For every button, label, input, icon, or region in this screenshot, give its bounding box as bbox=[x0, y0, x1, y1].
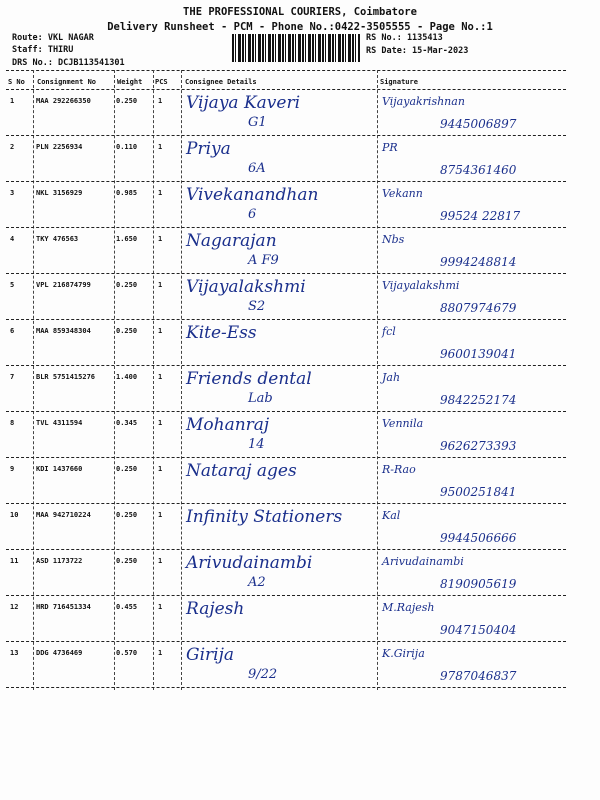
row-consignee-detail: G1 bbox=[248, 115, 267, 130]
row-divider bbox=[6, 181, 566, 182]
row-consignee-detail: S2 bbox=[248, 299, 266, 314]
row-consignee-name: Priya bbox=[186, 139, 231, 159]
row-pcs: 1 bbox=[158, 281, 163, 289]
col-header-consignee: Consignee Details bbox=[185, 78, 257, 86]
row-sno: 5 bbox=[10, 281, 15, 289]
row-divider bbox=[6, 595, 566, 596]
header-divider bbox=[6, 89, 566, 90]
row-pcs: 1 bbox=[158, 557, 163, 565]
row-sno: 8 bbox=[10, 419, 15, 427]
row-pcs: 1 bbox=[158, 511, 163, 519]
row-consignee-name: Rajesh bbox=[186, 599, 245, 619]
drs-number: DRS No.: DCJB113541301 bbox=[12, 58, 125, 68]
row-signature: Kal bbox=[382, 509, 401, 522]
row-signature: fcl bbox=[382, 325, 396, 338]
row-weight: 0.345 bbox=[116, 419, 138, 427]
row-pcs: 1 bbox=[158, 419, 163, 427]
row-divider bbox=[6, 135, 566, 136]
row-pcs: 1 bbox=[158, 465, 163, 473]
row-sno: 3 bbox=[10, 189, 15, 197]
row-consignment-no: TVL 4311594 bbox=[36, 419, 83, 427]
row-signature-phone: 9047150404 bbox=[440, 623, 517, 637]
row-consignment-no: ASD 1173722 bbox=[36, 557, 83, 565]
col-header-signature: Signature bbox=[380, 78, 418, 86]
row-signature: Vekann bbox=[382, 187, 423, 200]
row-pcs: 1 bbox=[158, 97, 163, 105]
row-signature-phone: 8190905619 bbox=[440, 577, 517, 591]
route-label: Route: VKL NAGAR bbox=[12, 33, 94, 43]
row-consignee-name: Mohanraj bbox=[186, 415, 270, 435]
row-pcs: 1 bbox=[158, 189, 163, 197]
table-row bbox=[0, 229, 600, 279]
row-consignment-no: DDG 4736469 bbox=[36, 649, 83, 657]
row-weight: 1.400 bbox=[116, 373, 138, 381]
row-consignment-no: NKL 3156929 bbox=[36, 189, 83, 197]
row-signature-phone: 9445006897 bbox=[440, 117, 517, 131]
row-divider bbox=[6, 319, 566, 320]
row-signature: M.Rajesh bbox=[382, 601, 435, 614]
row-consignee-name: Nagarajan bbox=[186, 231, 277, 251]
row-consignee-detail: 9/22 bbox=[248, 667, 278, 682]
row-divider bbox=[6, 687, 566, 688]
row-weight: 0.250 bbox=[116, 281, 138, 289]
row-signature: Jah bbox=[382, 371, 401, 384]
table-row bbox=[0, 551, 600, 601]
row-weight: 0.250 bbox=[116, 557, 138, 565]
table-row bbox=[0, 643, 600, 693]
row-consignment-no: BLR 5751415276 bbox=[36, 373, 96, 381]
row-sno: 1 bbox=[10, 97, 15, 105]
table-row bbox=[0, 367, 600, 417]
rs-date: RS Date: 15-Mar-2023 bbox=[366, 46, 469, 56]
row-consignee-detail: A F9 bbox=[248, 253, 279, 268]
row-sno: 13 bbox=[10, 649, 19, 657]
row-weight: 0.110 bbox=[116, 143, 138, 151]
rs-number: RS No.: 1135413 bbox=[366, 33, 443, 43]
row-consignment-no: MAA 292266350 bbox=[36, 97, 91, 105]
row-divider bbox=[6, 365, 566, 366]
row-consignee-detail: Lab bbox=[248, 391, 273, 406]
row-signature: Vijayalakshmi bbox=[382, 279, 460, 292]
row-signature-phone: 9626273393 bbox=[440, 439, 517, 453]
row-consignment-no: HRD 716451334 bbox=[36, 603, 91, 611]
col-header-consignment: Consignment No bbox=[37, 78, 97, 86]
row-sno: 2 bbox=[10, 143, 15, 151]
row-consignee-name: Arivudainambi bbox=[186, 553, 313, 573]
table-top-border bbox=[6, 70, 566, 71]
row-weight: 1.650 bbox=[116, 235, 138, 243]
row-weight: 0.250 bbox=[116, 511, 138, 519]
row-weight: 0.250 bbox=[116, 327, 138, 335]
row-signature-phone: 9600139041 bbox=[440, 347, 517, 361]
table-row bbox=[0, 183, 600, 233]
barcode bbox=[232, 34, 360, 62]
row-pcs: 1 bbox=[158, 649, 163, 657]
table-row bbox=[0, 275, 600, 325]
row-signature-phone: 9944506666 bbox=[440, 531, 517, 545]
row-consignee-name: Nataraj ages bbox=[186, 461, 297, 481]
row-pcs: 1 bbox=[158, 603, 163, 611]
table-row bbox=[0, 137, 600, 187]
row-sno: 9 bbox=[10, 465, 15, 473]
row-signature-phone: 8807974679 bbox=[440, 301, 517, 315]
row-consignment-no: TKY 476563 bbox=[36, 235, 79, 243]
row-weight: 0.570 bbox=[116, 649, 138, 657]
row-consignee-name: Girija bbox=[186, 645, 234, 665]
col-header-sno: S No bbox=[8, 78, 25, 86]
row-consignment-no: MAA 942710224 bbox=[36, 511, 91, 519]
row-signature-phone: 9994248814 bbox=[440, 255, 517, 269]
row-pcs: 1 bbox=[158, 327, 163, 335]
runsheet-title: Delivery Runsheet - PCM - Phone No.:0422-3505555 - Page No.:1 bbox=[107, 21, 493, 33]
row-sno: 12 bbox=[10, 603, 19, 611]
row-divider bbox=[6, 457, 566, 458]
row-divider bbox=[6, 503, 566, 504]
row-consignment-no: MAA 859348304 bbox=[36, 327, 91, 335]
col-header-pcs: PCS bbox=[155, 78, 168, 86]
table-row bbox=[0, 321, 600, 371]
row-signature-phone: 9500251841 bbox=[440, 485, 517, 499]
row-divider bbox=[6, 641, 566, 642]
row-consignment-no: VPL 216874799 bbox=[36, 281, 91, 289]
table-row bbox=[0, 413, 600, 463]
row-signature: Vijayakrishnan bbox=[382, 95, 465, 108]
row-consignment-no: KDI 1437660 bbox=[36, 465, 83, 473]
row-consignee-detail: 6 bbox=[248, 207, 257, 222]
staff-label: Staff: THIRU bbox=[12, 45, 74, 55]
row-consignee-name: Infinity Stationers bbox=[186, 507, 343, 527]
row-sno: 6 bbox=[10, 327, 15, 335]
row-consignee-name: Kite-Ess bbox=[186, 323, 257, 343]
row-signature: PR bbox=[382, 141, 398, 154]
row-signature-phone: 9842252174 bbox=[440, 393, 517, 407]
row-divider bbox=[6, 273, 566, 274]
col-header-weight: Weight bbox=[117, 78, 143, 86]
row-consignee-name: Vijaya Kaveri bbox=[186, 93, 301, 113]
row-sno: 11 bbox=[10, 557, 19, 565]
row-pcs: 1 bbox=[158, 235, 163, 243]
row-consignee-name: Vivekanandhan bbox=[186, 185, 319, 205]
row-pcs: 1 bbox=[158, 373, 163, 381]
row-signature: K.Girija bbox=[382, 647, 425, 660]
table-row bbox=[0, 505, 600, 555]
row-consignee-detail: A2 bbox=[248, 575, 266, 590]
row-divider bbox=[6, 549, 566, 550]
row-weight: 0.250 bbox=[116, 465, 138, 473]
table-row bbox=[0, 597, 600, 647]
row-pcs: 1 bbox=[158, 143, 163, 151]
row-divider bbox=[6, 411, 566, 412]
row-sno: 4 bbox=[10, 235, 15, 243]
row-consignee-name: Vijayalakshmi bbox=[186, 277, 306, 297]
row-consignee-name: Friends dental bbox=[186, 369, 312, 389]
company-title: THE PROFESSIONAL COURIERS, Coimbatore bbox=[183, 6, 417, 18]
row-sno: 10 bbox=[10, 511, 19, 519]
table-row bbox=[0, 459, 600, 509]
row-signature-phone: 9787046837 bbox=[440, 669, 517, 683]
row-signature: R-Rao bbox=[382, 463, 416, 476]
row-weight: 0.250 bbox=[116, 97, 138, 105]
row-signature-phone: 99524 22817 bbox=[440, 209, 521, 223]
row-consignee-detail: 6A bbox=[248, 161, 266, 176]
row-divider bbox=[6, 227, 566, 228]
row-signature: Vennila bbox=[382, 417, 424, 430]
row-consignee-detail: 14 bbox=[248, 437, 265, 452]
row-weight: 0.985 bbox=[116, 189, 138, 197]
row-consignment-no: PLN 2256934 bbox=[36, 143, 83, 151]
row-signature: Nbs bbox=[382, 233, 405, 246]
row-signature: Arivudainambi bbox=[382, 555, 464, 568]
row-sno: 7 bbox=[10, 373, 15, 381]
row-signature-phone: 8754361460 bbox=[440, 163, 517, 177]
row-weight: 0.455 bbox=[116, 603, 138, 611]
table-row bbox=[0, 91, 600, 141]
